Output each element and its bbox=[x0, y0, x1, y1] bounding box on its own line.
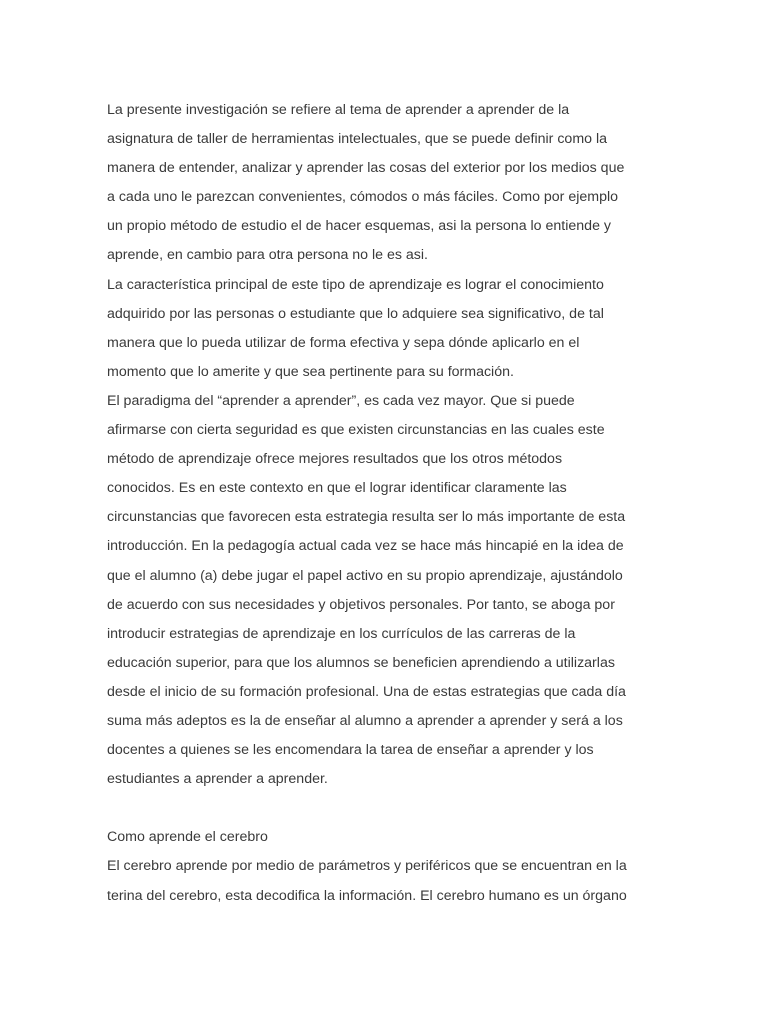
text-line: método de aprendizaje ofrece mejores resultados que los otros métodos bbox=[107, 451, 563, 468]
text-line: terina del cerebro, esta decodifica la información. El cerebro humano es un órgano bbox=[107, 887, 627, 904]
text-line: introducir estrategias de aprendizaje en los currículos de las carreras de la bbox=[107, 625, 576, 642]
section-heading: Como aprende el cerebro bbox=[107, 829, 268, 846]
text-line: manera de entender, analizar y aprender las cosas del exterior por los medios que bbox=[107, 160, 625, 177]
text-line: de acuerdo con sus necesidades y objetivos personales. Por tanto, se aboga por bbox=[107, 596, 615, 613]
text-line: La presente investigación se refiere al tema de aprender a aprender de la bbox=[107, 102, 570, 118]
text-line: educación superior, para que los alumnos se beneficien aprendiendo a utilizarlas bbox=[107, 654, 615, 671]
text-line: momento que lo amerite y que sea pertinente para su formación. bbox=[107, 363, 514, 380]
text-line: desde el inicio de su formación profesional. Una de estas estrategias que cada día bbox=[107, 683, 626, 700]
text-line: que el alumno (a) debe jugar el papel activo en su propio aprendizaje, ajustándolo bbox=[107, 567, 623, 584]
text-line: suma más adeptos es la de enseñar al alumno a aprender a aprender y será a los bbox=[107, 712, 623, 729]
paragraph-characteristic bbox=[107, 271, 667, 387]
text-line: introducción. En la pedagogía actual cada vez se hace más hincapié en la idea de bbox=[107, 538, 624, 555]
document-body bbox=[107, 96, 667, 911]
paragraph-paradigm bbox=[107, 387, 667, 794]
text-line: La característica principal de este tipo de aprendizaje es lograr el conocimiento bbox=[107, 276, 604, 293]
text-line: un propio método de estudio el de hacer esquemas, asi la persona lo entiende y bbox=[107, 218, 611, 235]
text-line: aprende, en cambio para otra persona no le es asi. bbox=[107, 247, 428, 264]
paragraph-intro bbox=[107, 96, 667, 271]
text-line: adquirido por las personas o estudiante que lo adquiere sea significativo, de tal bbox=[107, 305, 604, 322]
text-line: circunstancias que favorecen esta estrategia resulta ser lo más importante de esta bbox=[107, 509, 626, 526]
text-line: estudiantes a aprender a aprender. bbox=[107, 771, 328, 788]
text-line: afirmarse con cierta seguridad es que existen circunstancias en las cuales este bbox=[107, 422, 605, 439]
text-line: docentes a quienes se les encomendara la tarea de enseñar a aprender y los bbox=[107, 742, 594, 759]
text-line: conocidos. Es en este contexto en que el lograr identificar claramente las bbox=[107, 480, 567, 497]
text-line: a cada uno le parezcan convenientes, cómodos o más fáciles. Como por ejemplo bbox=[107, 189, 619, 206]
text-line: manera que lo pueda utilizar de forma efectiva y sepa dónde aplicarlo en el bbox=[107, 334, 580, 351]
section-brain bbox=[107, 823, 667, 910]
text-line: El cerebro aprende por medio de parámetros y periféricos que se encuentran en la bbox=[107, 858, 627, 875]
text-line: El paradigma del “aprender a aprender”, es cada vez mayor. Que si puede bbox=[107, 392, 575, 409]
text-line: asignatura de taller de herramientas intelectuales, que se puede definir como la bbox=[107, 131, 608, 148]
blank-line bbox=[107, 794, 667, 823]
